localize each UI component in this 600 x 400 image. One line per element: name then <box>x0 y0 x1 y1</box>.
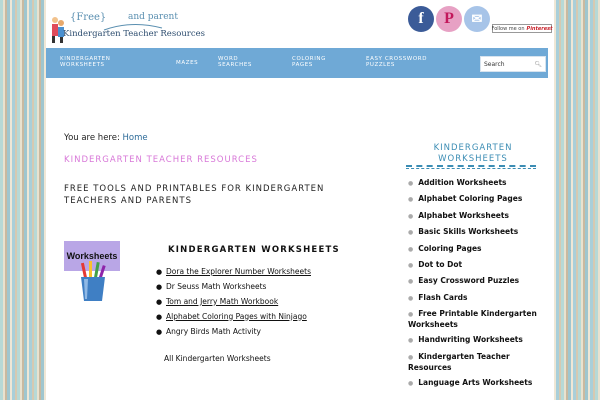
nav-item-label: KINDERGARTEN <box>60 56 111 62</box>
bullet-icon: ● <box>156 282 163 291</box>
nav-item-label: EASY CROSSWORD <box>366 56 428 62</box>
section-heading: KINDERGARTEN WORKSHEETS <box>168 245 340 255</box>
sidebar-item-label[interactable]: Flash Cards <box>418 292 468 302</box>
page <box>46 0 554 400</box>
pinterest-glyph: P <box>444 10 454 27</box>
follow-pinterest-button[interactable] <box>492 24 552 33</box>
sidebar-item-label[interactable]: Coloring Pages <box>418 243 482 253</box>
list-item[interactable] <box>156 324 311 339</box>
sidebar-divider <box>406 165 536 169</box>
site-logo[interactable] <box>50 12 206 46</box>
list-item[interactable] <box>156 279 311 294</box>
sidebar-heading-line2: WORKSHEETS <box>438 154 508 164</box>
bullet-icon: ● <box>408 229 414 237</box>
list-item[interactable] <box>156 264 311 279</box>
mail-glyph: ✉ <box>471 11 483 26</box>
worksheet-link[interactable]: Angry Birds Math Activity <box>166 326 261 336</box>
bullet-icon: ● <box>408 245 414 253</box>
sidebar-item[interactable] <box>408 194 548 210</box>
pencil-cup-icon <box>78 261 108 303</box>
facebook-icon[interactable] <box>408 6 434 32</box>
logo-main-text: Kindergarten Teacher Resources <box>63 29 206 39</box>
sidebar-item-label[interactable]: Dot to Dot <box>418 259 463 269</box>
nav-item-label: WORD <box>218 56 239 62</box>
sidebar-item[interactable] <box>408 227 548 243</box>
bullet-icon: ● <box>408 353 414 361</box>
nav-kindergarten-worksheets[interactable] <box>60 56 110 68</box>
worksheet-links <box>156 264 311 339</box>
bullet-icon: ● <box>408 294 414 302</box>
logo-and-parent-text: and parent <box>128 12 178 22</box>
facebook-glyph: f <box>418 10 424 27</box>
sidebar-item-label[interactable]: Alphabet Worksheets <box>418 210 509 220</box>
sidebar-item[interactable] <box>408 178 548 194</box>
sidebar-item-label[interactable]: Kindergarten Teacher Resources <box>408 351 510 372</box>
sidebar-item-label[interactable]: Easy Crossword Puzzles <box>418 276 520 286</box>
nav-coloring-pages[interactable] <box>292 56 326 68</box>
bullet-icon: ● <box>408 337 414 345</box>
sidebar-links <box>408 178 548 394</box>
bullet-icon: ● <box>408 311 414 319</box>
sidebar-item-label[interactable]: Language Arts Worksheets <box>418 377 533 387</box>
sidebar-item[interactable] <box>408 335 548 351</box>
nav-easy-crossword-puzzles[interactable] <box>366 56 427 68</box>
worksheet-link[interactable]: Alphabet Coloring Pages with Ninjago <box>166 311 307 321</box>
follow-brand: Pinterest <box>526 25 553 32</box>
bullet-icon: ● <box>156 312 163 321</box>
follow-text: Follow me on <box>491 25 525 32</box>
bullet-icon: ● <box>156 327 163 336</box>
breadcrumb <box>64 133 148 143</box>
bullet-icon: ● <box>156 267 163 276</box>
nav-item-label: COLORING <box>292 56 326 62</box>
bullet-icon: ● <box>408 196 414 204</box>
sidebar-item[interactable] <box>408 276 548 292</box>
breadcrumb-prefix: You are here: <box>64 133 120 143</box>
sidebar-item[interactable] <box>408 309 548 335</box>
bullet-icon: ● <box>408 212 414 220</box>
search-placeholder: Search <box>484 61 505 68</box>
main-nav <box>46 48 548 78</box>
sidebar-item[interactable] <box>408 260 548 276</box>
email-icon[interactable] <box>464 6 490 32</box>
bullet-icon: ● <box>408 180 414 187</box>
sidebar-item-label[interactable]: Handwriting Worksheets <box>418 335 523 345</box>
bullet-icon: ● <box>156 297 163 306</box>
sidebar-item-label[interactable]: Addition Worksheets <box>418 178 507 187</box>
breadcrumb-home-link[interactable]: Home <box>122 133 148 143</box>
bullet-icon: ● <box>408 379 414 387</box>
nav-item-label-2: WORKSHEETS <box>60 62 105 68</box>
pinterest-icon[interactable] <box>436 6 462 32</box>
sidebar-item-label[interactable]: Free Printable Kindergarten Worksheets <box>408 309 537 330</box>
sidebar-item[interactable] <box>408 293 548 309</box>
bullet-icon: ● <box>408 278 414 286</box>
nav-mazes[interactable] <box>176 60 198 66</box>
search-input[interactable] <box>480 56 546 72</box>
sidebar-item-label[interactable]: Basic Skills Worksheets <box>418 227 519 237</box>
sidebar-item[interactable] <box>408 244 548 260</box>
nav-item-label: MAZES <box>176 60 199 66</box>
page-title: KINDERGARTEN TEACHER RESOURCES <box>64 155 258 165</box>
worksheet-link[interactable]: Tom and Jerry Math Workbook <box>166 296 279 306</box>
sidebar-heading <box>408 143 538 165</box>
sidebar-heading-line1: KINDERGARTEN <box>433 143 513 153</box>
all-worksheets-link[interactable]: All Kindergarten Worksheets <box>164 354 271 363</box>
logo-free-text: {Free} <box>70 12 107 23</box>
nav-item-label-2: SEARCHES <box>218 62 253 68</box>
sidebar-item[interactable] <box>408 352 548 378</box>
nav-word-searches[interactable] <box>218 56 252 68</box>
search-icon[interactable]: 🔍︎ <box>534 61 542 68</box>
list-item[interactable] <box>156 294 311 309</box>
sidebar-item-label[interactable]: Alphabet Coloring Pages <box>418 194 523 204</box>
worksheets-image[interactable] <box>64 241 120 303</box>
list-item[interactable] <box>156 309 311 324</box>
bullet-icon: ● <box>408 261 414 269</box>
worksheet-link[interactable]: Dora the Explorer Number Worksheets <box>166 266 311 276</box>
worksheet-link[interactable]: Dr Seuss Math Worksheets <box>166 281 267 291</box>
sidebar-item[interactable] <box>408 378 548 394</box>
worksheets-image-label: Worksheets <box>64 241 120 271</box>
sidebar-item[interactable] <box>408 211 548 227</box>
nav-item-label-2: PUZZLES <box>366 62 396 68</box>
page-subtitle: FREE TOOLS AND PRINTABLES FOR KINDERGARTEN TEACHERS AND PARENTS <box>64 184 325 206</box>
nav-item-label-2: PAGES <box>292 62 313 68</box>
